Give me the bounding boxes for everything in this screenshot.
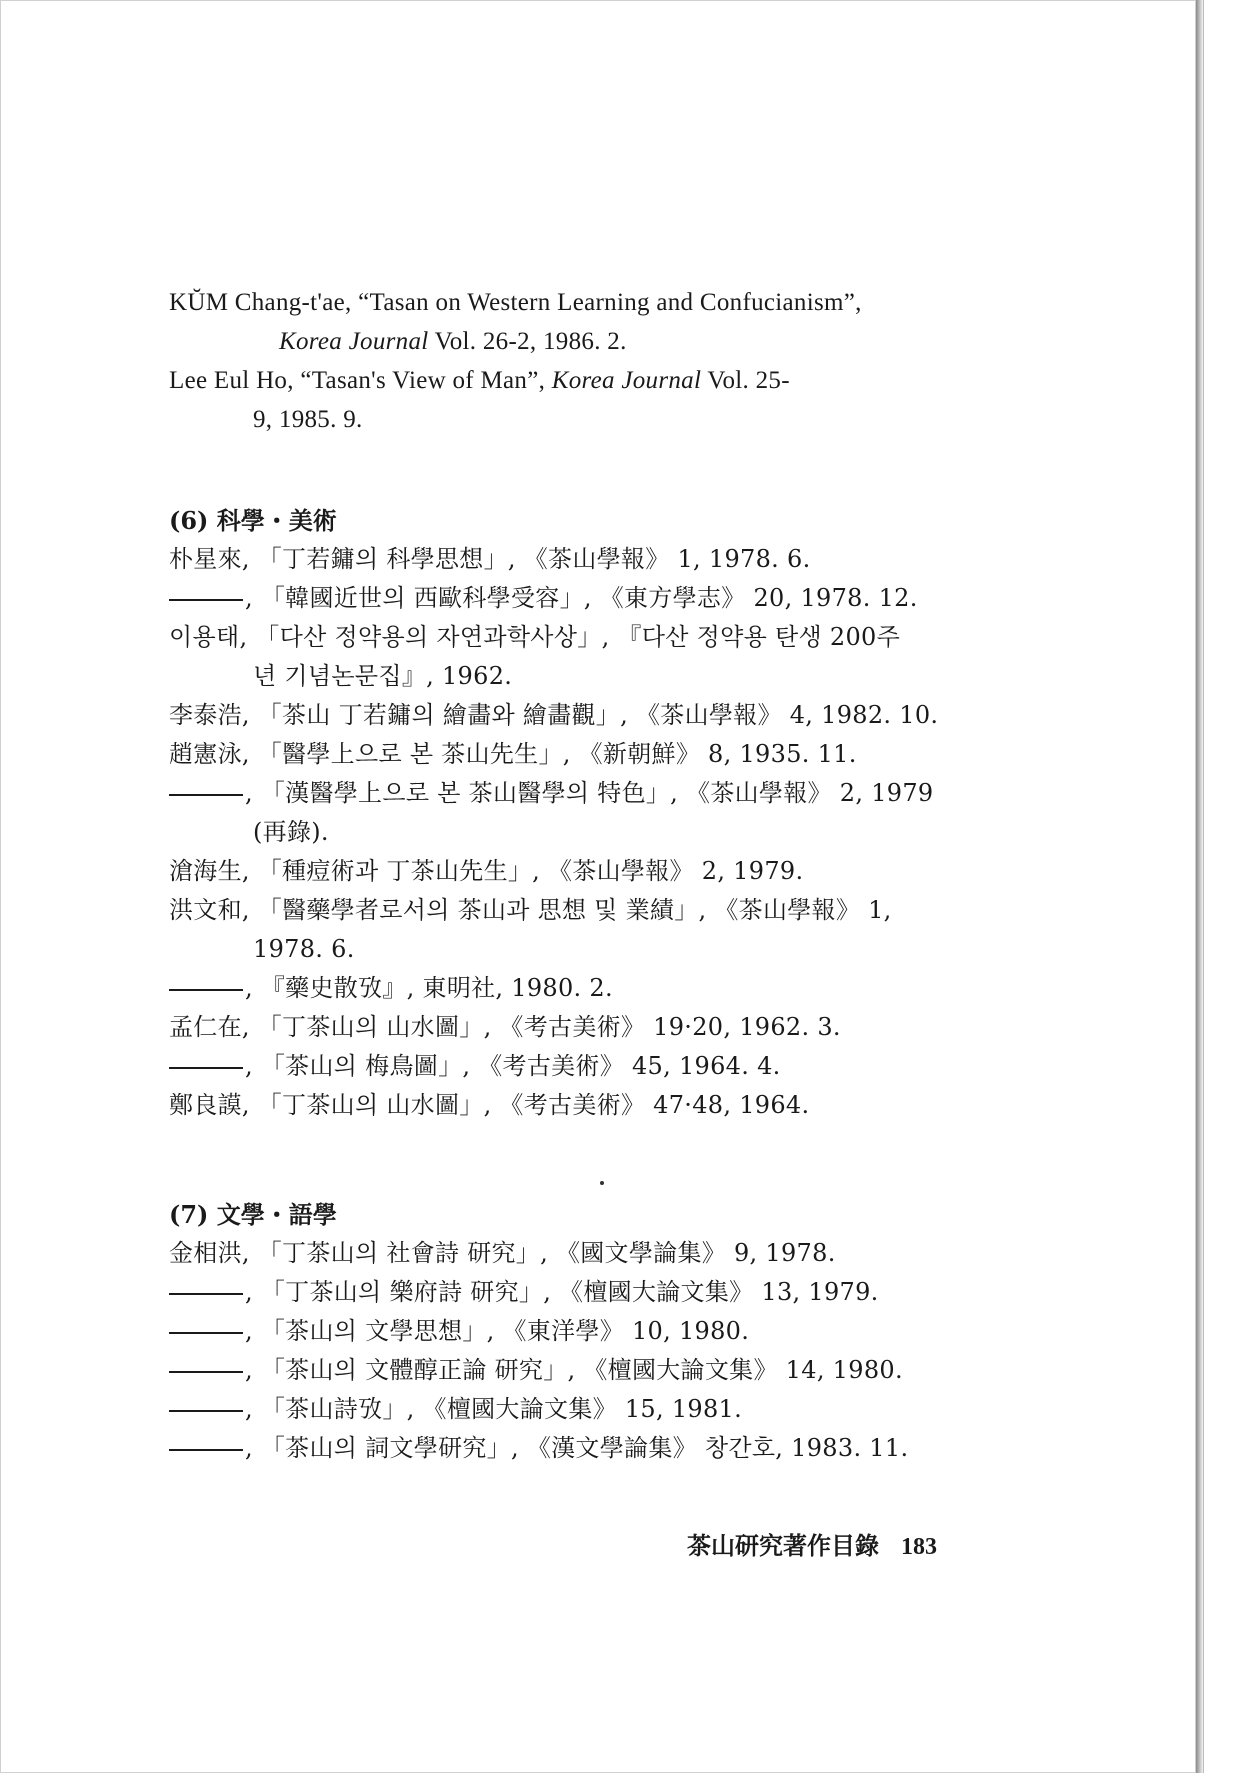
ditto-dash <box>169 794 243 796</box>
entry-text: , 「茶山의 文學思想」, 《東洋學》 10, 1980. <box>245 1317 750 1345</box>
ditto-dash <box>169 599 243 601</box>
bibliography-entry <box>169 1351 954 1390</box>
ditto-dash <box>169 1410 243 1412</box>
page-number: 183 <box>901 1534 937 1560</box>
entry-line <box>169 1234 954 1273</box>
entry-continuation <box>169 322 954 361</box>
page-edge-shadow <box>1196 0 1203 1773</box>
entry-text: , 「漢醫學上으로 본 茶山醫學의 特色」, 《茶山學報》 2, 1979 <box>245 779 934 807</box>
section-heading-science-art: (6) 科學・美術 <box>169 506 337 535</box>
entry-line <box>169 1047 954 1086</box>
entry-text: 朴星來, 「丁若鏞의 科學思想」, 《茶山學報》 1, 1978. 6. <box>169 545 811 573</box>
bibliography-entry <box>169 1390 954 1429</box>
section-entries-science-art <box>169 540 954 1125</box>
bibliography-entry <box>169 1047 954 1086</box>
entry-text: , 「茶山의 詞文學研究」, 《漢文學論集》 창간호, 1983. 11. <box>245 1434 909 1462</box>
entry-line <box>169 1351 954 1390</box>
journal-title: Korea Journal <box>279 328 429 355</box>
bibliography-entry <box>169 1273 954 1312</box>
section-entries-literature-language <box>169 1234 954 1468</box>
entry-text: 滄海生, 「種痘術과 丁茶山先生」, 《茶山學報》 2, 1979. <box>169 857 804 885</box>
entry-line <box>169 1312 954 1351</box>
entry-line <box>169 1008 954 1047</box>
entry-line <box>169 1273 954 1312</box>
bibliography-entry <box>169 540 954 579</box>
entry-text: 李泰浩, 「茶山 丁若鏞의 繪畵와 繪畵觀」, 《茶山學報》 4, 1982. 10. <box>169 701 939 729</box>
bibliography-entry <box>169 1086 954 1125</box>
footer-title: 茶山研究著作目錄 <box>687 1531 879 1560</box>
entry-text: , 「茶山詩攷」, 《檀國大論文集》 15, 1981. <box>245 1395 743 1423</box>
bibliography-content <box>169 283 954 1468</box>
entry-text: , 「丁茶山의 樂府詩 研究」, 《檀國大論文集》 13, 1979. <box>245 1278 879 1306</box>
entry-line <box>169 696 954 735</box>
ditto-dash <box>169 989 243 991</box>
ditto-dash <box>169 1371 243 1373</box>
entry-line <box>169 1086 954 1125</box>
bibliography-entry <box>169 1008 954 1047</box>
entry-text: 金相洪, 「丁茶山의 社會詩 研究」, 《國文學論集》 9, 1978. <box>169 1239 836 1267</box>
entry-line <box>169 735 954 774</box>
entry-text: 孟仁在, 「丁茶山의 山水圖」, 《考古美術》 19·20, 1962. 3. <box>169 1013 841 1041</box>
running-footer <box>687 1526 937 1561</box>
entry-text: 이용태, 「다산 정약용의 자연과학사상」, 『다산 정약용 탄생 200주 <box>169 623 901 651</box>
bibliography-entry <box>169 735 954 774</box>
bibliography-entry <box>169 774 954 852</box>
bibliography-entry-lee <box>169 361 954 439</box>
bibliography-entry <box>169 1234 954 1273</box>
entry-text: , 「韓國近世의 西歐科學受容」, 《東方學志》 20, 1978. 12. <box>245 584 918 612</box>
bibliography-entry <box>169 1312 954 1351</box>
entry-line <box>169 774 954 813</box>
entry-text: 洪文和, 「醫藥學者로서의 茶山과 思想 및 業績」, 《茶山學報》 1, <box>169 896 892 924</box>
entry-author-title: Lee Eul Ho, “Tasan's View of Man”, <box>169 367 552 394</box>
bibliography-entry <box>169 852 954 891</box>
bibliography-entry <box>169 618 954 696</box>
entry-line <box>169 852 954 891</box>
dot-mark <box>600 1181 604 1185</box>
bibliography-entry <box>169 1429 954 1468</box>
entry-detail: Vol. 25- <box>701 367 790 394</box>
section-heading-literature-language: (7) 文學・語學 <box>169 1200 337 1229</box>
entry-text: , 「茶山의 文體醇正論 研究」, 《檀國大論文集》 14, 1980. <box>245 1356 903 1384</box>
page-edge-line <box>1203 0 1204 1773</box>
entry-line: KŬM Chang-t'ae, “Tasan on Western Learning and Confucianism”, <box>169 289 862 316</box>
entry-continuation: 년 기념논문집』, 1962. <box>253 662 513 690</box>
entry-line <box>169 891 954 930</box>
entry-text: 鄭良謨, 「丁茶山의 山水圖」, 《考古美術》 47·48, 1964. <box>169 1091 810 1119</box>
entry-line <box>169 579 954 618</box>
entry-line <box>169 969 954 1008</box>
entry-text: 趙憲泳, 「醫學上으로 본 茶山先生」, 《新朝鮮》 8, 1935. 11. <box>169 740 857 768</box>
bibliography-entry <box>169 579 954 618</box>
entry-detail: Vol. 26-2, 1986. 2. <box>428 328 627 355</box>
journal-title: Korea Journal <box>551 367 702 394</box>
bibliography-entry <box>169 696 954 735</box>
bibliography-entry <box>169 891 954 969</box>
ditto-dash <box>169 1332 243 1334</box>
bibliography-entry-kum <box>169 283 954 361</box>
bibliography-entry <box>169 969 954 1008</box>
entry-continuation: (再錄). <box>253 818 329 846</box>
entry-line <box>169 361 954 400</box>
entry-line <box>169 1429 954 1468</box>
ditto-dash <box>169 1449 243 1451</box>
entry-text: , 「茶山의 梅鳥圖」, 《考古美術》 45, 1964. 4. <box>245 1052 781 1080</box>
entry-line <box>169 618 954 657</box>
entry-continuation: 9, 1985. 9. <box>253 406 363 433</box>
entry-text: , 『藥史散攷』, 東明社, 1980. 2. <box>245 974 613 1002</box>
ditto-dash <box>169 1293 243 1295</box>
entry-continuation: 1978. 6. <box>253 935 355 963</box>
entry-line <box>169 540 954 579</box>
ditto-dash <box>169 1067 243 1069</box>
entry-line <box>169 1390 954 1429</box>
